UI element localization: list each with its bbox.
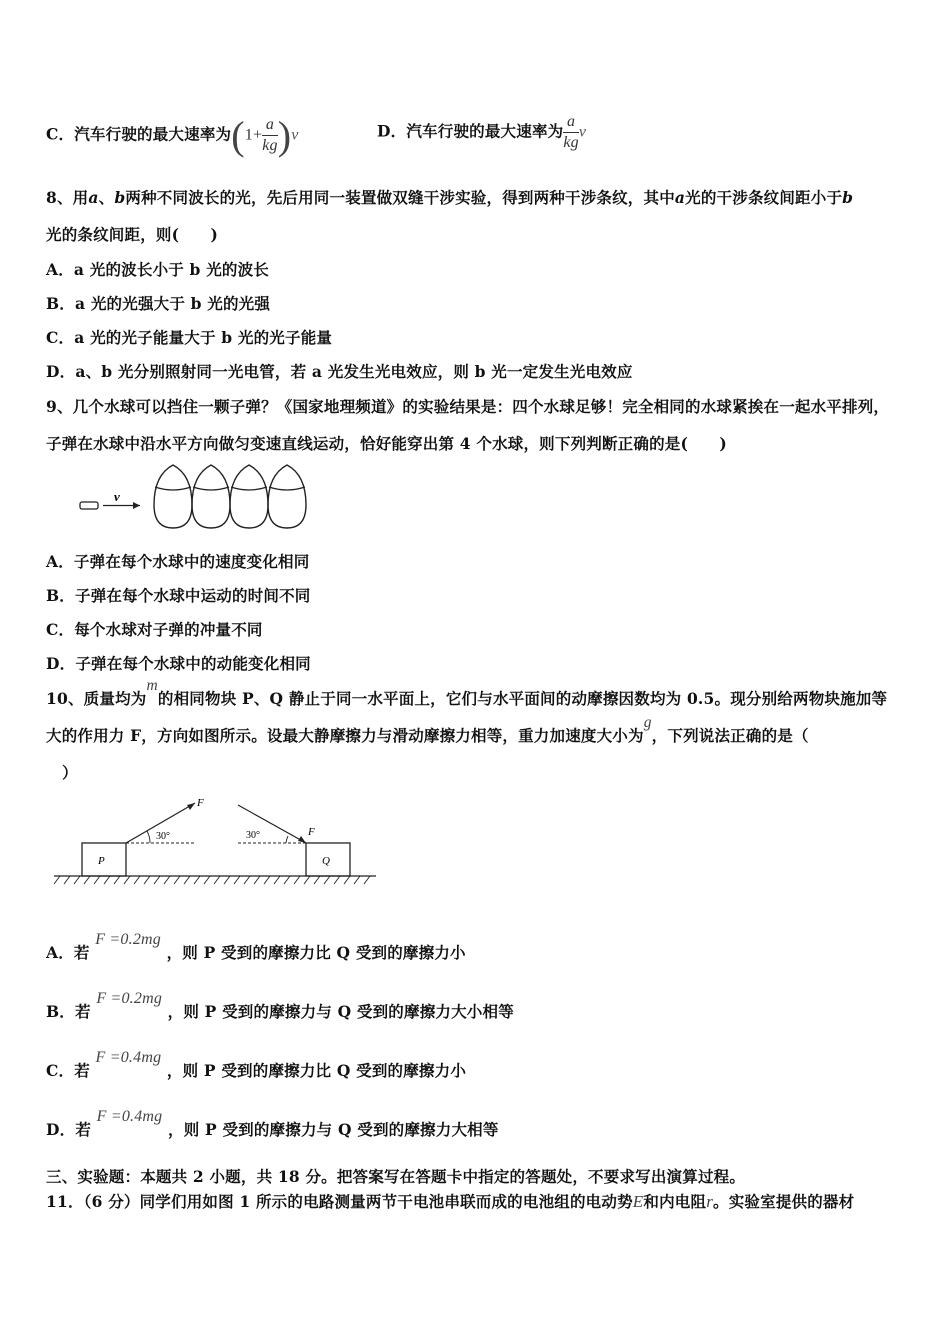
q7-fraction: $\frac{a}{kg}$ [262,116,278,154]
q10-option-c-formula: F =0.4mg [95,1049,162,1066]
angle-arc-p [147,831,150,843]
section3-heading: 三、实验题：本题共 2 小题，共 18 分。把答案写在答题卡中指定的答题处，不要求写出演算过程。 [46,1167,746,1186]
angle-label-q: 30° [246,830,260,841]
q9-option-c: C．每个水球对子弹的冲量不同 [46,620,263,639]
water-level-lines [155,487,305,490]
block-q-label: Q [322,855,330,867]
q11-stem: 11．（6 分）同学们用如图 1 所示的电路测量两节干电池串联而成的电池组的电动势E和内电阻r。实验室提供的器材 [46,1192,855,1211]
water-ball-1 [154,465,192,528]
water-ball-3 [230,465,268,528]
q10-option-d: D．若 F =0.4mg ，则 P 受到的摩擦力与 Q 受到的摩擦力大相等 [46,1108,499,1139]
q10-stem-line1: 10、质量均为m的相同物块 P、Q 静止于同一水平面上，它们与水平面间的动摩擦因数均为 0.5。现分别给两物块施加等 [46,677,888,708]
force-arrowhead-p [187,803,195,810]
q7-velocity: v [291,126,299,144]
q9-option-d: D．子弹在每个水球中的动能变化相同 [46,654,311,673]
q7-plus: + [252,126,263,144]
bullet-shape [80,502,98,509]
q7-option-c-text: C．汽车行驶的最大速率为 [46,124,232,144]
angle-arc-q [286,836,288,843]
q10-option-c: C．若 F =0.4mg ，则 P 受到的摩擦力比 Q 受到的摩擦力小 [46,1049,467,1080]
q9-stem-line1: 9、几个水球可以挡住一颗子弹？《国家地理频道》的实验结果是：四个水球足够！完全相同的水球紧挨在一起水平排列， [46,397,890,416]
force-label-p: F [197,797,204,809]
q8-stem-line2: 光的条纹间距，则( ) [46,225,219,244]
q7-option-c: C．汽车行驶的最大速率为(1+ $\frac{a}{kg}$ )v [46,113,299,158]
blocks-figure [50,792,380,888]
q9-option-b: B．子弹在每个水球中运动的时间不同 [46,586,311,605]
force-label-q: F [308,826,315,838]
water-ball-2 [192,465,230,528]
q8-option-a: A．a 光的波长小于 b 光的波长 [46,260,269,279]
q10-stem-line2: 大的作用力 F，方向如图所示。设最大静摩擦力与滑动摩擦力相等，重力加速度大小为g，下列说法正确的是（ [46,714,809,745]
water-balls-figure [70,460,330,540]
water-balls [154,465,306,528]
ground-hatching [54,876,370,884]
q7-option-d [377,112,586,153]
q8-option-b: B．a 光的光强大于 b 光的光强 [46,294,271,313]
q8-stem-line1: 8、用a、b两种不同波长的光，先后用同一装置做双缝干涉实验，得到两种干涉条纹，其中a光的干涉条纹间距小于b [46,188,854,207]
force-arrowhead-q [298,836,306,843]
q7-one: 1 [244,126,253,144]
velocity-arrowhead [133,502,140,509]
q10-stem-line3: ） [62,763,78,782]
velocity-label: v [114,489,120,504]
q10-mass-symbol: m [146,677,158,694]
q7-velocity-d: v [578,123,587,141]
q7-option-d-text: D．汽车行驶的最大速率为 [377,121,564,141]
q8-option-c: C．a 光的光子能量大于 b 光的光子能量 [46,328,333,347]
q8-option-d: D．a、b 光分别照射同一光电管，若 a 光发生光电效应，则 b 光一定发生光电效应 [46,362,633,381]
q10-option-b-formula: F =0.2mg [96,990,163,1007]
water-ball-4 [268,465,306,528]
q7-fraction-d: $\frac{a}{kg}$ [563,113,579,151]
q10-option-a: A．若 F =0.2mg ，则 P 受到的摩擦力比 Q 受到的摩擦力小 [46,931,466,962]
q10-gravity-symbol: g [643,714,652,731]
q9-stem-line2: 子弹在水球中沿水平方向做匀变速直线运动，恰好能穿出第 4 个水球，则下列判断正确的是( ) [46,434,727,453]
block-p-label: P [98,855,105,867]
q11-emf-symbol: E [632,1192,644,1211]
angle-label-p: 30° [156,831,170,842]
q10-option-b: B．若 F =0.2mg ，则 P 受到的摩擦力与 Q 受到的摩擦力大小相等 [46,990,514,1021]
q10-option-d-formula: F =0.4mg [96,1108,163,1125]
q11-resistance-symbol: r [706,1192,714,1211]
q9-option-a: A．子弹在每个水球中的速度变化相同 [46,552,310,571]
q10-option-a-formula: F =0.2mg [95,931,161,948]
